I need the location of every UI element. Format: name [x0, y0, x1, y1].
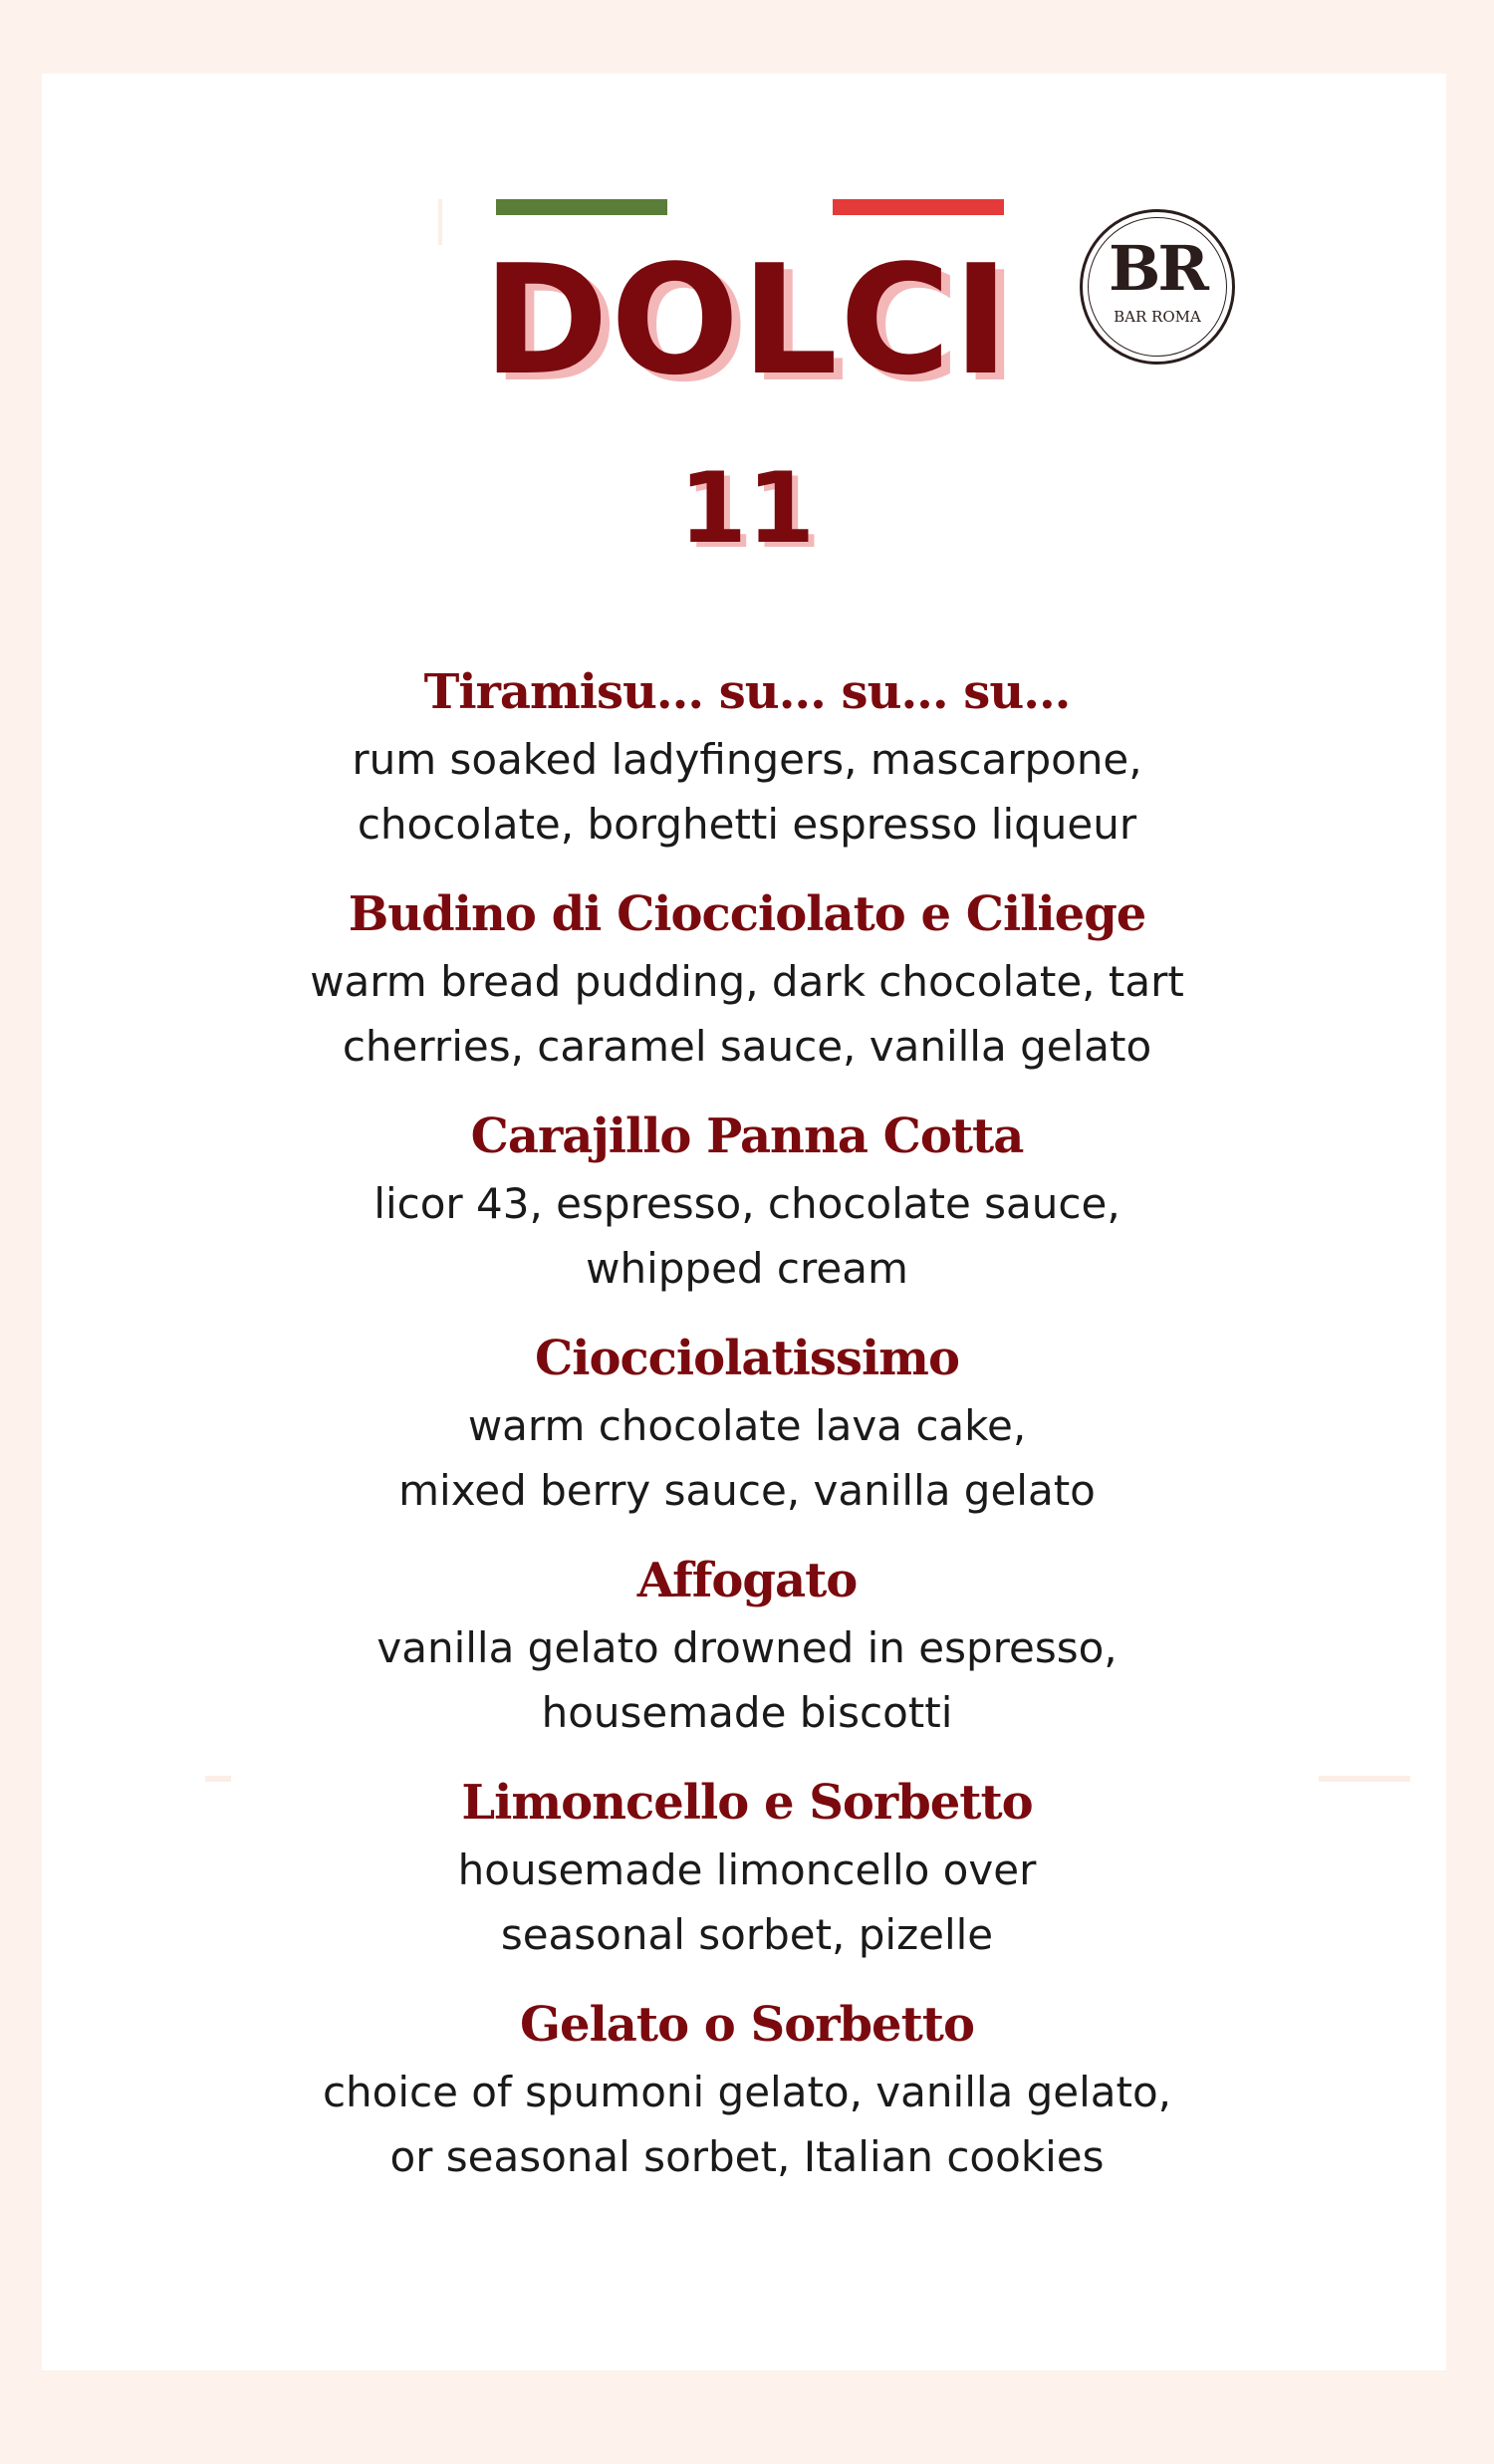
item-description-line: housemade limoncello over: [457, 1846, 1037, 1894]
flag-stripe-green: [496, 199, 667, 215]
menu-item-limoncello: [0, 1768, 1494, 1967]
item-description-line: mixed berry sauce, vanilla gelato: [398, 1466, 1096, 1515]
menu-item-affogato: [0, 1546, 1494, 1745]
flag-stripe-red: [833, 199, 1004, 215]
dessert-list: [0, 657, 1494, 2212]
item-description-line: or seasonal sorbet, Italian cookies: [389, 2132, 1105, 2181]
bar-roma-logo: [1080, 209, 1235, 365]
item-description-line: chocolate, borghetti espresso liqueur: [357, 800, 1137, 849]
item-description-line: rum soaked ladyfingers, mascarpone,: [352, 735, 1142, 784]
item-description-line: warm chocolate lava cake,: [467, 1401, 1027, 1450]
menu-item-budino: [0, 879, 1494, 1079]
item-description-line: cherries, caramel sauce, vanilla gelato: [342, 1022, 1152, 1071]
item-name: Ciocciolatissimo: [535, 1331, 959, 1386]
item-name: Tiramisu... su... su... su...: [423, 664, 1071, 720]
item-name: Budino di Ciocciolato e Ciliege: [348, 886, 1146, 942]
logo-monogram: BR: [1109, 232, 1206, 305]
item-description-line: housemade biscotti: [541, 1688, 953, 1737]
item-name: Affogato: [636, 1553, 858, 1608]
menu-price: 11: [678, 452, 816, 566]
decorative-tick: [438, 199, 442, 245]
item-name: Limoncello e Sorbetto: [461, 1775, 1033, 1831]
item-description-line: licor 43, espresso, chocolate sauce,: [374, 1179, 1120, 1228]
item-name: Carajillo Panna Cotta: [470, 1109, 1024, 1164]
item-description-line: choice of spumoni gelato, vanilla gelato,: [322, 2068, 1172, 2116]
item-description-line: warm bread pudding, dark chocolate, tart: [310, 957, 1184, 1006]
menu-title: DOLCI: [482, 232, 1012, 408]
menu-item-panna-cotta: [0, 1102, 1494, 1301]
logo-name: BAR ROMA: [1114, 308, 1201, 326]
item-description-line: vanilla gelato drowned in espresso,: [376, 1623, 1118, 1672]
menu-item-tiramisu: [0, 657, 1494, 857]
menu-item-ciocciolatissimo: [0, 1324, 1494, 1523]
item-description-line: whipped cream: [586, 1244, 908, 1293]
item-description-line: seasonal sorbet, pizelle: [500, 1910, 994, 1959]
menu-item-gelato: [0, 1990, 1494, 2189]
item-name: Gelato o Sorbetto: [520, 1997, 974, 2053]
